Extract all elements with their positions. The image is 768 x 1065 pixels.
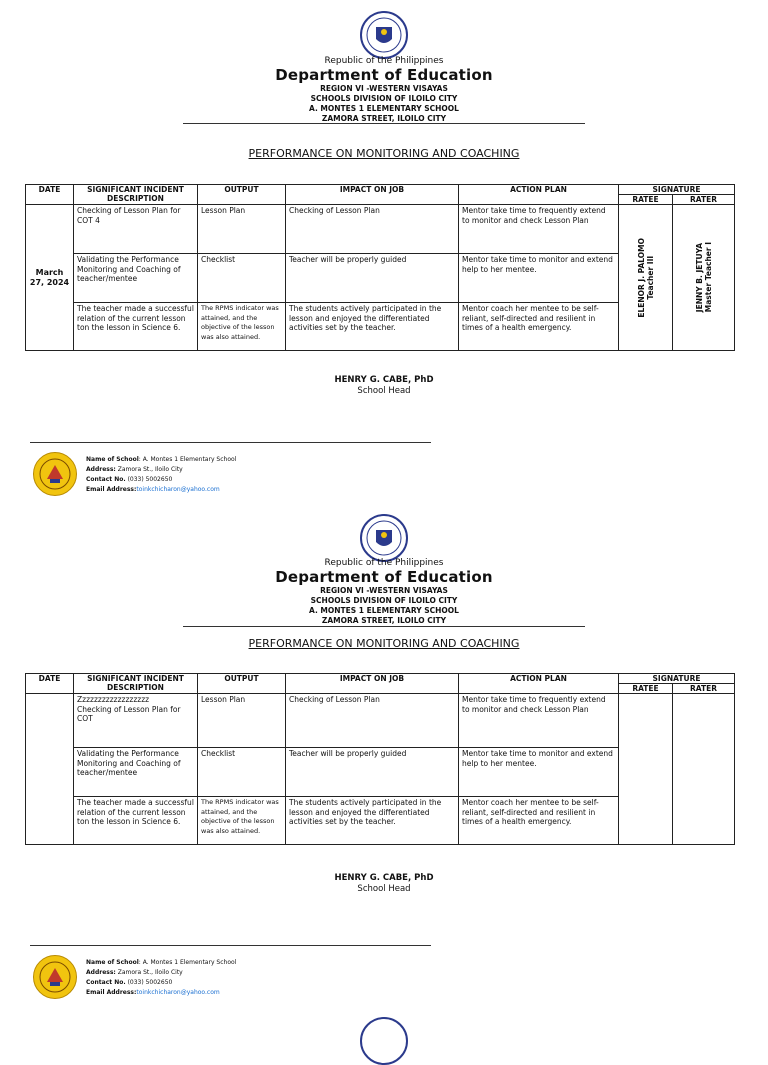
col-incident: SIGNIFICANT INCIDENT DESCRIPTION <box>74 185 198 205</box>
deped-seal-icon <box>359 1017 409 1065</box>
col-action: ACTION PLAN <box>459 674 619 694</box>
impact-cell: The students actively participated in the lesson and enjoyed the differentiated activities set by the teacher. <box>286 303 459 351</box>
incident-cell: Validating the Performance Monitoring and Coaching of teacher/mentee <box>74 748 198 797</box>
footer-contact-value: (033) 5002650 <box>125 476 173 483</box>
col-incident: SIGNIFICANT INCIDENT DESCRIPTION <box>74 674 198 694</box>
incident-text: Checking of Lesson Plan for COT <box>77 704 181 723</box>
col-ratee: RATEE <box>619 684 673 694</box>
output-cell: Checklist <box>198 748 286 797</box>
col-impact: IMPACT ON JOB <box>286 674 459 694</box>
footer-contact-label: Contact No. <box>86 979 126 986</box>
footer-address-label: Address: <box>86 466 116 473</box>
division-text: SCHOOLS DIVISION OF ILOILO CITY <box>310 596 458 605</box>
footer-school-label: Name of School <box>86 456 139 463</box>
impact-cell: The students actively participated in the lesson and enjoyed the differentiated activities set by the teacher. <box>286 797 459 845</box>
header-divider <box>183 626 585 627</box>
page-title: PERFORMANCE ON MONITORING AND COACHING <box>248 147 520 160</box>
footer-school-value: : A. Montes 1 Elementary School <box>138 959 237 966</box>
output-cell: The RPMS indicator was attained, and the objective of the lesson was also attained. <box>198 303 286 351</box>
output-cell: The RPMS indicator was attained, and the objective of the lesson was also attained. <box>198 797 286 845</box>
action-cell: Mentor take time to frequently extend to monitor and check Lesson Plan <box>459 694 619 748</box>
impact-cell: Teacher will be properly guided <box>286 254 459 303</box>
republic-text: Republic of the Philippines <box>324 56 444 66</box>
footer-email-label: Email Address: <box>86 989 137 996</box>
col-output: OUTPUT <box>198 185 286 205</box>
letterhead <box>0 56 768 124</box>
rater-signature-cell <box>673 694 735 845</box>
footer-email-link[interactable]: toinkchicharon@yahoo.com <box>136 486 220 493</box>
region-text: REGION VI -WESTERN VISAYAS <box>320 84 448 93</box>
action-cell: Mentor coach her mentee to be self-reliant, self-directed and resilient in times of a health emergency. <box>459 303 619 351</box>
signatory-block <box>0 873 768 895</box>
footer-contact-value: (033) 5002650 <box>125 979 173 986</box>
col-ratee: RATEE <box>619 195 673 205</box>
date-cell: March 27, 2024 <box>26 205 74 351</box>
impact-cell: Checking of Lesson Plan <box>286 205 459 254</box>
table-row <box>26 694 735 748</box>
monitoring-table <box>25 673 735 845</box>
ratee-signature-cell <box>619 205 673 351</box>
footer-divider <box>30 442 431 443</box>
footer-school-value: : A. Montes 1 Elementary School <box>138 456 237 463</box>
header-divider <box>183 123 585 124</box>
street-text: ZAMORA STREET, ILOILO CITY <box>321 114 447 123</box>
letterhead <box>0 558 768 626</box>
department-name: Department of Education <box>275 66 493 84</box>
col-action: ACTION PLAN <box>459 185 619 205</box>
footer-email-link[interactable]: toinkchicharon@yahoo.com <box>136 989 220 996</box>
deped-seal-icon <box>359 11 409 59</box>
street-text: ZAMORA STREET, ILOILO CITY <box>321 616 447 625</box>
footer-address-label: Address: <box>86 969 116 976</box>
footer-divider <box>30 945 431 946</box>
signatory-name: HENRY G. CABE, PhD <box>334 873 434 883</box>
incident-cell: Validating the Performance Monitoring and Coaching of teacher/mentee <box>74 254 198 303</box>
impact-cell: Checking of Lesson Plan <box>286 694 459 748</box>
action-cell: Mentor coach her mentee to be self-reliant, self-directed and resilient in times of a health emergency. <box>459 797 619 845</box>
footer-info <box>86 455 236 495</box>
footer-school-label: Name of School <box>86 959 139 966</box>
col-date: DATE <box>26 185 74 205</box>
department-name: Department of Education <box>275 568 493 586</box>
table-row <box>26 205 735 254</box>
school-logo-icon <box>33 955 77 999</box>
rater-name: JENNY B. JETUYA <box>694 242 704 313</box>
col-signature: SIGNATURE <box>619 185 735 195</box>
footer-contact-label: Contact No. <box>86 476 126 483</box>
rater-title: Master Teacher I <box>703 242 713 313</box>
ratee-signature-cell <box>619 694 673 845</box>
incident-cell <box>74 694 198 748</box>
school-logo-icon <box>33 452 77 496</box>
republic-text: Republic of the Philippines <box>324 558 444 568</box>
footer-address-value: Zamora St., Iloilo City <box>115 466 183 473</box>
date-cell <box>26 694 74 845</box>
region-text: REGION VI -WESTERN VISAYAS <box>320 586 448 595</box>
signatory-position: School Head <box>357 884 411 894</box>
output-cell: Lesson Plan <box>198 205 286 254</box>
ratee-name: ELENOR J. PALOMO <box>636 237 646 318</box>
incident-cell: The teacher made a successful relation of the current lesson ton the lesson in Science 6. <box>74 303 198 351</box>
deped-seal-icon <box>359 514 409 562</box>
signatory-name: HENRY G. CABE, PhD <box>334 375 434 385</box>
signatory-block <box>0 375 768 397</box>
col-signature: SIGNATURE <box>619 674 735 684</box>
action-cell: Mentor take time to monitor and extend help to her mentee. <box>459 254 619 303</box>
output-cell: Checklist <box>198 254 286 303</box>
school-text: A. MONTES 1 ELEMENTARY SCHOOL <box>309 104 459 113</box>
page-title: PERFORMANCE ON MONITORING AND COACHING <box>248 637 520 650</box>
action-cell: Mentor take time to monitor and extend help to her mentee. <box>459 748 619 797</box>
school-text: A. MONTES 1 ELEMENTARY SCHOOL <box>309 606 459 615</box>
footer-email-label: Email Address: <box>86 486 137 493</box>
incident-cell: The teacher made a successful relation of the current lesson ton the lesson in Science 6. <box>74 797 198 845</box>
col-rater: RATER <box>673 195 735 205</box>
footer-address-value: Zamora St., Iloilo City <box>115 969 183 976</box>
incident-prefix: Zzzzzzzzzzzzzzzzzz <box>77 695 150 704</box>
footer-info <box>86 958 236 998</box>
output-cell: Lesson Plan <box>198 694 286 748</box>
division-text: SCHOOLS DIVISION OF ILOILO CITY <box>310 94 458 103</box>
rater-signature-cell <box>673 205 735 351</box>
ratee-title: Teacher III <box>645 255 655 300</box>
signatory-position: School Head <box>357 386 411 396</box>
col-output: OUTPUT <box>198 674 286 694</box>
col-date: DATE <box>26 674 74 694</box>
col-impact: IMPACT ON JOB <box>286 185 459 205</box>
col-rater: RATER <box>673 684 735 694</box>
incident-cell: Checking of Lesson Plan for COT 4 <box>74 205 198 254</box>
monitoring-table <box>25 184 735 351</box>
impact-cell: Teacher will be properly guided <box>286 748 459 797</box>
action-cell: Mentor take time to frequently extend to monitor and check Lesson Plan <box>459 205 619 254</box>
